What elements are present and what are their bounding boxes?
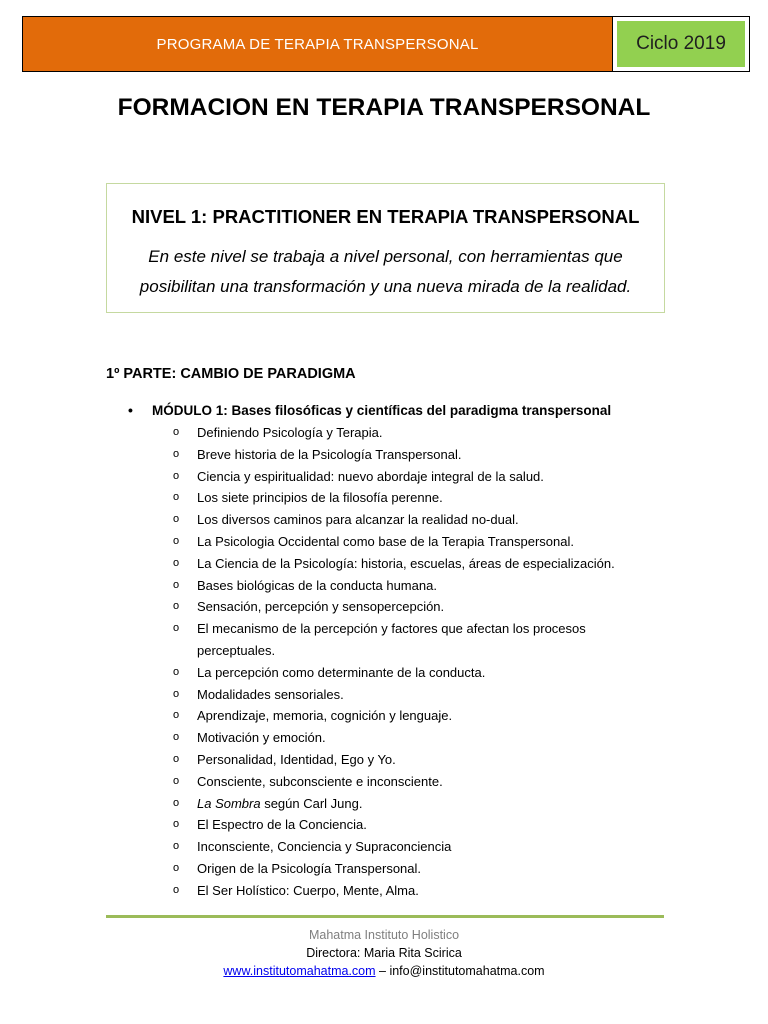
topic-italic-text: La Sombra	[197, 795, 261, 811]
circle-bullet-icon: o	[173, 556, 180, 569]
circle-bullet-icon: o	[173, 796, 180, 809]
circle-bullet-icon: o	[173, 709, 180, 722]
circle-bullet-icon: o	[173, 534, 180, 547]
topic-item	[128, 684, 688, 706]
topic-text: Aprendizaje, memoria, cognición y lenguaje.	[197, 708, 453, 724]
footer-email: info@institutomahatma.com	[389, 964, 545, 978]
topic-item	[128, 444, 688, 466]
footer-separator: –	[375, 964, 390, 978]
level-title: NIVEL 1: PRACTITIONER EN TERAPIA TRANSPERSONAL	[131, 206, 640, 227]
topic-item	[128, 662, 688, 684]
topic-text: El Espectro de la Conciencia.	[197, 817, 367, 833]
module-title: MÓDULO 1: Bases filosóficas y científicas del paradigma transpersonal	[152, 403, 612, 418]
topic-item	[128, 727, 688, 749]
circle-bullet-icon: o	[173, 513, 180, 526]
topic-text: La Psicologia Occidental como base de la Terapia Transpersonal.	[197, 533, 574, 549]
circle-bullet-icon: o	[173, 818, 180, 831]
topic-list	[128, 422, 688, 902]
footer-contact	[0, 962, 768, 980]
topic-item	[128, 466, 688, 488]
footer-divider	[106, 915, 664, 918]
document-title: FORMACION EN TERAPIA TRANSPERSONAL	[117, 94, 651, 121]
topic-text: Ciencia y espiritualidad: nuevo abordaje integral de la salud.	[197, 468, 544, 484]
header-banner	[22, 16, 750, 72]
topic-item	[128, 836, 688, 858]
circle-bullet-icon: o	[173, 883, 180, 896]
topic-item	[128, 618, 688, 662]
topic-text: Personalidad, Identidad, Ego y Yo.	[197, 751, 396, 767]
topic-text: Bases biológicas de la conducta humana.	[197, 577, 437, 593]
level-box	[106, 183, 665, 313]
footer	[0, 926, 768, 980]
topic-text: La percepción como determinante de la conducta.	[197, 664, 486, 680]
part-title: 1º PARTE: CAMBIO DE PARADIGMA	[106, 366, 356, 382]
topic-item	[128, 509, 688, 531]
topic-text: Breve historia de la Psicología Transpersonal.	[197, 446, 462, 462]
topic-item	[128, 880, 688, 902]
circle-bullet-icon: o	[173, 687, 180, 700]
topic-text: Origen de la Psicología Transpersonal.	[197, 860, 422, 876]
topic-text: Inconsciente, Conciencia y Supraconciencia	[197, 839, 452, 855]
circle-bullet-icon: o	[173, 731, 180, 744]
circle-bullet-icon: o	[173, 840, 180, 853]
topic-item	[128, 858, 688, 880]
topic-text: Motivación y emoción.	[197, 730, 326, 746]
topic-item	[128, 422, 688, 444]
module-heading	[128, 402, 688, 422]
topic-text: El mecanismo de la percepción y factores que afectan los procesos perceptuales.	[197, 621, 586, 658]
module-section	[128, 402, 688, 902]
topic-item	[128, 749, 688, 771]
website-link[interactable]: www.institutomahatma.com	[223, 964, 376, 978]
topic-item	[128, 814, 688, 836]
topic-item	[128, 531, 688, 553]
topic-item	[128, 575, 688, 597]
circle-bullet-icon: o	[173, 861, 180, 874]
topic-text: Los diversos caminos para alcanzar la realidad no-dual.	[197, 512, 519, 528]
topic-text: El Ser Holístico: Cuerpo, Mente, Alma.	[197, 882, 419, 898]
circle-bullet-icon: o	[173, 491, 180, 504]
circle-bullet-icon: o	[173, 622, 180, 635]
topic-item	[128, 793, 688, 815]
circle-bullet-icon: o	[173, 426, 180, 438]
footer-institute: Mahatma Instituto Holistico	[308, 928, 460, 942]
topic-item	[128, 705, 688, 727]
topic-text: Sensación, percepción y sensopercepción.	[197, 599, 445, 615]
topic-item	[128, 596, 688, 618]
circle-bullet-icon: o	[173, 469, 180, 482]
circle-bullet-icon: o	[173, 752, 180, 765]
circle-bullet-icon: o	[173, 600, 180, 613]
topic-text: La Ciencia de la Psicología: historia, escuelas, áreas de especialización.	[197, 555, 615, 571]
topic-rest-text: según Carl Jung.	[260, 795, 363, 811]
cycle-label: Ciclo 2019	[617, 21, 745, 67]
topic-text: Definiendo Psicología y Terapia.	[197, 425, 383, 440]
circle-bullet-icon: o	[173, 578, 180, 591]
topic-text: Modalidades sensoriales.	[197, 686, 344, 702]
level-description-line2: posibilitan una transformación y una nueva mirada de la realidad.	[139, 277, 632, 296]
circle-bullet-icon: o	[173, 665, 180, 678]
topic-item	[128, 553, 688, 575]
program-title: PROGRAMA DE TERAPIA TRANSPERSONAL	[23, 17, 613, 71]
bullet-icon: •	[128, 402, 133, 418]
level-description	[107, 242, 664, 302]
topic-text	[197, 793, 647, 815]
circle-bullet-icon: o	[173, 447, 180, 460]
footer-director: Directora: Maria Rita Scirica	[306, 946, 462, 960]
topic-text: Los siete principios de la filosofía perenne.	[197, 490, 443, 506]
topic-item	[128, 487, 688, 509]
topic-text: Consciente, subconsciente e inconsciente.	[197, 773, 443, 789]
circle-bullet-icon: o	[173, 774, 180, 787]
level-description-line1: En este nivel se trabaja a nivel personal, con herramientas que	[148, 247, 623, 266]
topic-item	[128, 771, 688, 793]
